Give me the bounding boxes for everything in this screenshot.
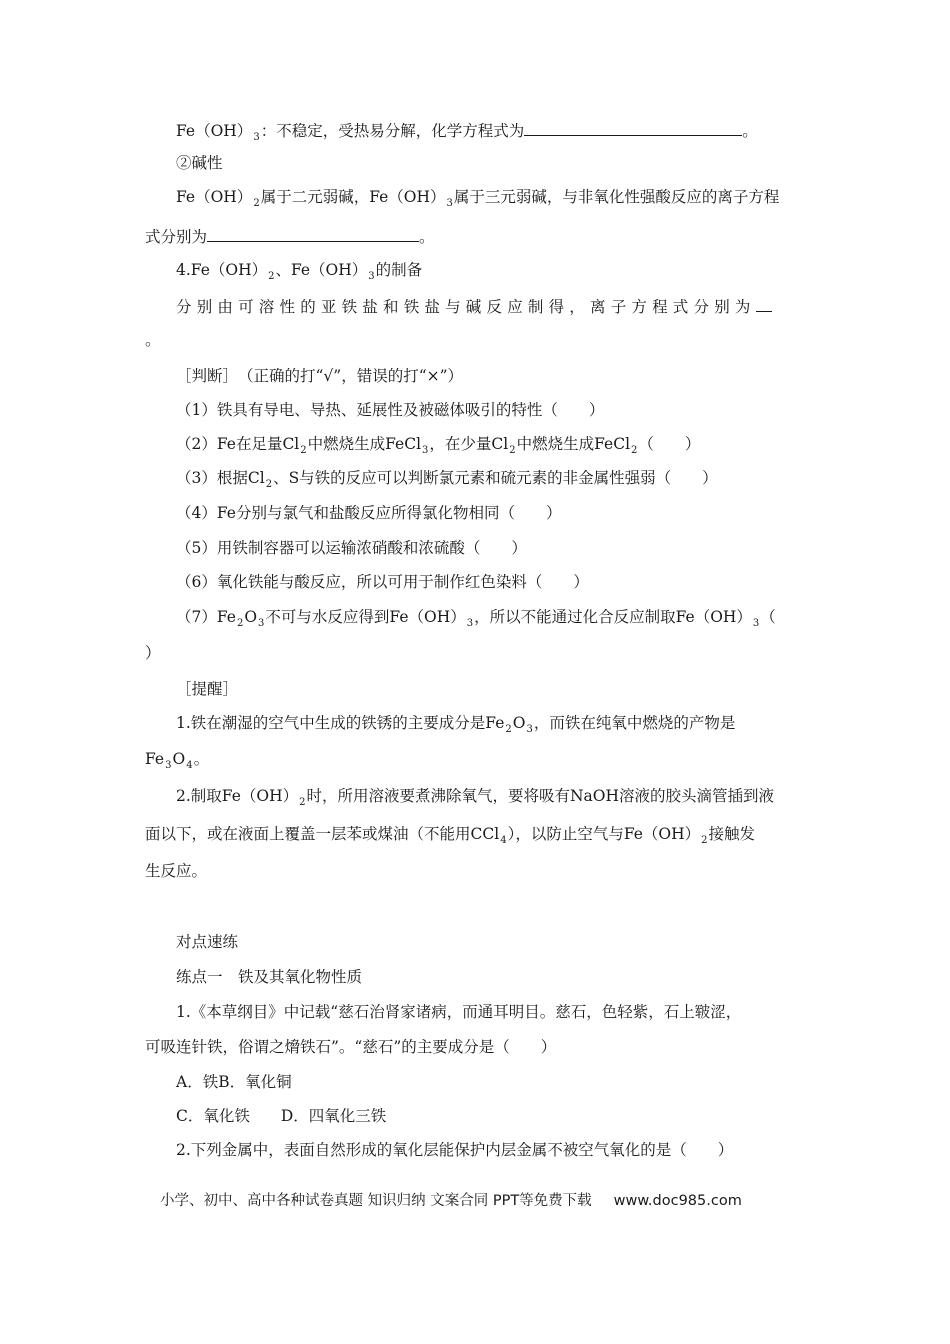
judgement-item: （6）氧化铁能与酸反应，所以可用于制作红色染料（ ） [176,573,589,591]
answer-blank[interactable] [756,295,772,312]
judgement-item: $(7)Fe_2O_3$不可与水反应得到$Fe(OH)_3$，所以不能通过化合反应制取$Fe(OH)_3$（ [176,608,776,629]
text-line: 。 [145,331,161,349]
text-line: $Fe(OH)_2$属于二元弱碱，$Fe(OH)_3$属于三元弱碱，与非氧化性强酸反应的离子方程 [176,188,780,209]
question-text: 1.《本草纲目》中记载“慈石治肾家诸病，而通耳明目。慈石，色轻紫，石上皲涩， [176,1003,742,1021]
footer-text: 小学、初中、高中各种试卷真题 知识归纳 文案合同 PPT等免费下载 [160,1193,592,1209]
judgement-heading: ［判断］ （正确的打“√”，错误的打“×”） [176,367,464,385]
text-line: 面以下，或在液面上覆盖一层苯或煤油（不能用CCl$_4$），以防止空气与$Fe(OH)_2$接触发 [145,825,756,846]
tip-item: 2.制取$Fe(OH)_2$时，所用溶液要煮沸除氧气，要将吸有NaOH溶液的胶头滴管插到液 [176,787,774,808]
text-line: ②碱性 [176,154,223,172]
judgement-item: （5）用铁制容器可以运输浓硝酸和浓硫酸（ ） [176,539,527,557]
section-title: 对点速练 [176,933,239,951]
footer-url[interactable]: www.doc985.com [613,1193,742,1209]
judgement-item: （1）铁具有导电、导热、延展性及被磁体吸引的特性（ ） [176,401,605,419]
question-option: C．氧化铁 D．四氧化三铁 [176,1107,387,1125]
judgement-item: （3）根据$Cl_2$、S与铁的反应可以判断氯元素和硫元素的非金属性强弱（ ） [176,469,718,490]
answer-blank[interactable] [524,119,742,136]
text-line: ） [145,644,161,662]
page-footer [160,1190,742,1212]
tip-heading: ［提醒］ [176,680,239,698]
question-text: 可吸连针铁，俗谓之熁铁石”。“慈石”的主要成分是（ ） [145,1038,557,1056]
tip-item: 1.铁在潮湿的空气中生成的铁锈的主要成分是$Fe_2O_3$，而铁在纯氧中燃烧的产物是 [176,714,736,735]
text-line: 生反应。 [145,862,208,880]
text-line: 分别由可溶性的亚铁盐和铁盐与碱反应制得，离子方程式分别为 [176,295,807,318]
answer-blank[interactable] [207,225,419,242]
judgement-item: （2）Fe在足量$Cl_2$中燃烧生成FeCl$_3$，在少量$Cl_2$中燃烧生成FeCl$_2$（ ） [176,435,701,456]
question-text: 2.下列金属中，表面自然形成的氧化层能保护内层金属不被空气氧化的是（ ） [176,1141,734,1159]
text-line: $Fe(OH)_3$：不稳定，受热易分解，化学方程式为 。 [176,119,807,145]
section-subtitle: 练点一 铁及其氧化物性质 [176,968,363,986]
text-line: $4.Fe(OH)_2$、$Fe(OH)_3$的制备 [176,261,423,282]
judgement-item: （4）Fe分别与氯气和盐酸反应所得氯化物相同（ ） [176,504,562,522]
text-line: 式分别为 。 [145,225,807,248]
text-line: $Fe_3O_4$。 [145,750,210,771]
question-option: A．铁B．氧化铜 [176,1073,292,1091]
